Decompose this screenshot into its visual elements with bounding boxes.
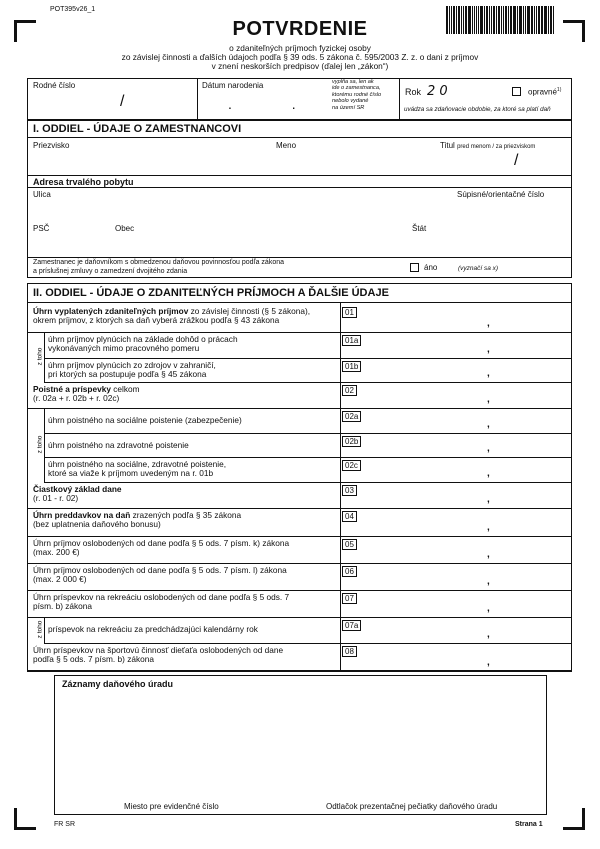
row-comma-04: ,: [487, 522, 490, 533]
row-label-01a: úhrn príjmov plynúcich na základe dohôd o prácach vykonávaných mimo pracovného pomeru: [48, 334, 238, 354]
row-value-06[interactable]: [355, 577, 515, 589]
row-value-01[interactable]: [355, 318, 515, 331]
row-comma-01a: ,: [487, 344, 490, 355]
year-prefix: 2 0: [427, 84, 448, 99]
row-label-04: Úhrn preddavkov na daň zrazených podľa § 35 zákona (bez uplatnenia daňového bonusu): [33, 510, 242, 530]
row-label-07: Úhrn príspevkov na rekreáciu oslobodených od dane podľa § 5 ods. 7 písm. b) zákona: [33, 592, 290, 612]
limited-tax-note: Zamestnanec je daňovníkom s obmedzenou daňovou povinnosťou podľa zákona a príslušnej zmluvy o zamedzení dvojitého zdania: [33, 259, 285, 275]
row-label-03: Čiastkový základ dane (r. 01 - r. 02): [33, 484, 122, 504]
row-comma-07: ,: [487, 603, 490, 614]
footer-left: FR SR: [54, 821, 75, 828]
birth-date-separator: . .: [228, 96, 324, 112]
row-comma-06: ,: [487, 576, 490, 587]
row-value-07a[interactable]: [355, 631, 515, 642]
section2-title: II. ODDIEL - ÚDAJE O ZDANITEĽNÝCH PRÍJMOCH A ĎALŠIE ÚDAJE: [33, 287, 389, 299]
page-title: POTVRDENIE: [232, 18, 368, 40]
row-value-04[interactable]: [355, 522, 515, 535]
row-comma-02: ,: [487, 394, 490, 405]
period-note: uvádza sa zdaňovacie obdobie, za ktoré sa platí daň: [404, 106, 551, 113]
yes-label: áno: [424, 263, 438, 272]
address-header: Adresa trvalého pobytu: [33, 177, 134, 187]
row-comma-01: ,: [487, 318, 490, 329]
row-label-06: Úhrn príjmov oslobodených od dane podľa § 5 ods. 7 písm. l) zákona (max. 2 000 €): [33, 565, 287, 585]
row-comma-02a: ,: [487, 419, 490, 430]
row-label-08: Úhrn príspevkov na športovú činnosť dieťaťa oslobodených od dane podľa § 5 ods. 7 písm. b) zákona: [33, 645, 284, 665]
birth-date-label: Dátum narodenia: [202, 81, 264, 90]
birth-number-label: Rodné číslo: [33, 81, 76, 90]
of-which-label: z toho: [36, 347, 44, 366]
limited-tax-checkbox[interactable]: [410, 263, 419, 272]
row-value-01a[interactable]: [355, 346, 515, 357]
page-number: Strana 1: [515, 821, 543, 828]
row-value-03[interactable]: [355, 496, 515, 507]
row-code-04: 04: [342, 511, 357, 522]
row-code-01: 01: [342, 307, 357, 318]
place-label: Miesto pre evidenčné číslo: [124, 802, 219, 811]
title-label: Titul pred menom / za priezviskom: [440, 141, 536, 150]
office-title: Záznamy daňového úradu: [62, 679, 174, 689]
row-value-07[interactable]: [355, 604, 515, 616]
stamp-label: Odtlačok prezentačnej pečiatky daňového úradu: [326, 802, 498, 811]
title-separator: /: [514, 152, 519, 169]
of-which-label: z toho: [36, 435, 44, 454]
corner-mark-bottom-right: [563, 808, 585, 830]
row-value-08[interactable]: [355, 657, 515, 670]
row-comma-02b: ,: [487, 443, 490, 454]
row-code-07a: 07a: [342, 620, 361, 631]
year-label: Rok: [405, 87, 422, 97]
psc-label: PSČ: [33, 224, 50, 233]
row-code-03: 03: [342, 485, 357, 496]
corner-mark-bottom-left: [14, 808, 36, 830]
row-comma-02c: ,: [487, 468, 490, 479]
subtitle-line: v znení neskorších predpisov (ďalej len „zákon“): [211, 61, 389, 72]
row-label-02c: úhrn poistného na sociálne, zdravotné poistenie, ktoré sa viaže k príjmom uvedeným na r. 01b: [48, 459, 227, 479]
row-label-01: Úhrn vyplatených zdaniteľných príjmov zo závislej činnosti (§ 5 zákona), okrem príjmov, z ktorých sa daň vyberá zrážkou podľa § 43 zákona: [33, 306, 311, 326]
row-code-01b: 01b: [342, 361, 361, 372]
row-value-05[interactable]: [355, 550, 515, 562]
corrective-checkbox[interactable]: [512, 87, 521, 96]
office-records-box: [54, 675, 547, 815]
house-number-label: Súpisné/orientačné číslo: [457, 190, 545, 199]
of-which-label: z toho: [36, 620, 44, 639]
row-comma-07a: ,: [487, 629, 490, 640]
subtitle-line: o zdaniteľných príjmoch fyzickej osoby: [229, 43, 371, 53]
row-comma-01b: ,: [487, 368, 490, 379]
row-code-01a: 01a: [342, 335, 361, 346]
row-label-02b: úhrn poistného na zdravotné poistenie: [48, 440, 189, 450]
row-comma-05: ,: [487, 549, 490, 560]
row-comma-08: ,: [487, 657, 490, 668]
street-label: Ulica: [33, 190, 51, 199]
section1-title: I. ODDIEL - ÚDAJE O ZAMESTNANCOVI: [33, 123, 242, 135]
row-code-05: 05: [342, 539, 357, 550]
row-value-02a[interactable]: [355, 422, 515, 432]
row-value-02[interactable]: [355, 396, 515, 407]
birth-number-separator: /: [120, 93, 125, 110]
row-value-02c[interactable]: [355, 471, 515, 481]
row-code-02b: 02b: [342, 436, 361, 447]
corrective-label: opravné$^{1)}$: [528, 87, 562, 97]
barcode-image: [446, 6, 554, 34]
row-code-07: 07: [342, 593, 357, 604]
mark-note: (vyznačí sa x): [458, 265, 499, 272]
row-value-01b[interactable]: [355, 372, 515, 381]
row-code-08: 08: [342, 646, 357, 657]
subtitle-line: zo závislej činnosti a ďalších údajoch podľa § 39 ods. 5 zákona č. 595/2003 Z. z. o dani z príjmov: [121, 52, 479, 63]
surname-label: Priezvisko: [33, 141, 70, 150]
row-value-02b[interactable]: [355, 447, 515, 456]
row-code-02: 02: [342, 385, 357, 396]
page-subtitle: [90, 44, 510, 72]
row-code-02c: 02c: [342, 460, 361, 471]
row-label-07a: príspevok na rekreáciu za predchádzajúci kalendárny rok: [48, 624, 258, 634]
row-label-01b: úhrn príjmov plynúcich zo zdrojov v zahraničí, pri ktorých sa postupuje podľa § 45 zákona: [48, 360, 216, 380]
row-label-02a: úhrn poistného na sociálne poistenie (zabezpečenie): [48, 415, 242, 425]
row-label-05: Úhrn príjmov oslobodených od dane podľa § 5 ods. 7 písm. k) zákona (max. 200 €): [33, 538, 290, 558]
row-comma-03: ,: [487, 494, 490, 505]
row-code-06: 06: [342, 566, 357, 577]
foreign-note: vyplňa sa, len ak ide o zamestnanca, ktorému rodné číslo nebolo vydané na území SR: [332, 79, 382, 111]
name-label: Meno: [276, 141, 297, 150]
row-code-02a: 02a: [342, 411, 361, 422]
form-code: POT395v26_1: [50, 6, 96, 13]
town-label: Obec: [115, 224, 135, 233]
row-label-02: Poistné a príspevky celkom (r. 02a + r. 02b + r. 02c): [33, 384, 140, 404]
state-label: Štát: [412, 224, 427, 233]
